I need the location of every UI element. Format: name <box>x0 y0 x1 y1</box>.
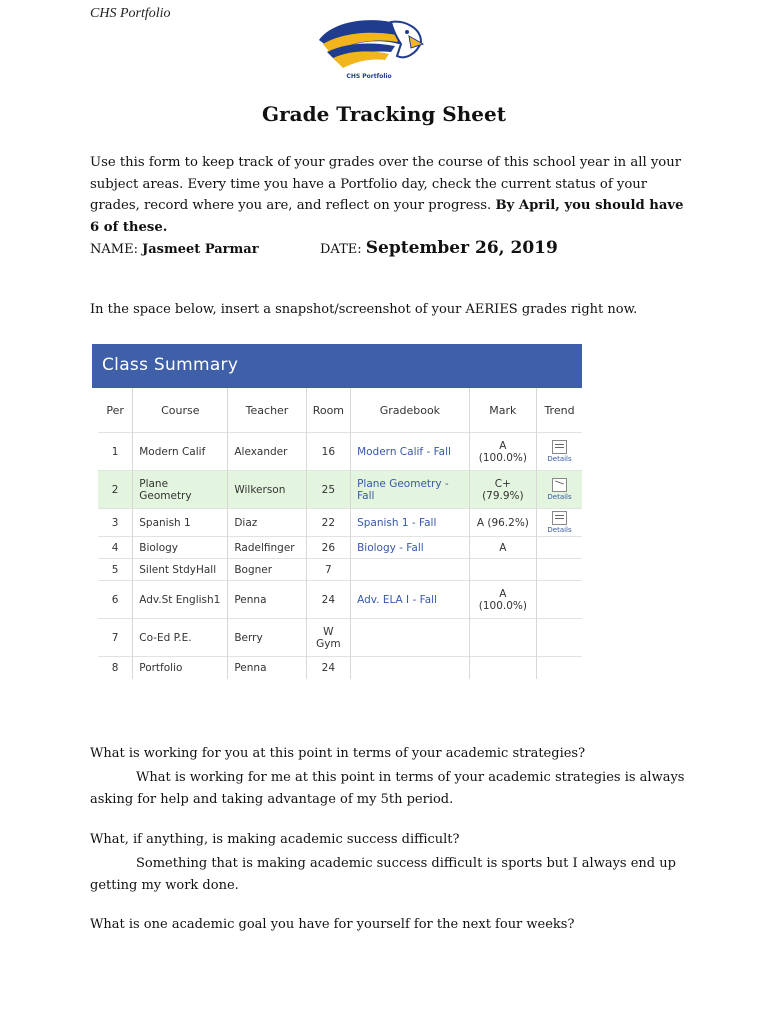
svg-text:CHS Portfolio: CHS Portfolio <box>346 73 392 80</box>
cell-per: 6 <box>98 581 133 619</box>
col-mark: Mark <box>469 388 536 433</box>
answer-1: What is working for me at this point in terms of your academic strategies is always asking for help and taking advantage of my 5th period. <box>90 770 685 807</box>
table-row <box>98 433 582 471</box>
question-3: What is one academic goal you have for yourself for the next four weeks? <box>90 917 575 932</box>
date-value: September 26, 2019 <box>365 238 558 258</box>
col-gradebook: Gradebook <box>351 388 470 433</box>
cell-teacher: Penna <box>228 657 306 679</box>
mark-letter: C+ <box>494 477 511 490</box>
cell-gradebook <box>351 537 470 559</box>
cell-trend <box>537 537 582 559</box>
cell-gradebook <box>351 619 470 657</box>
col-trend: Trend <box>544 403 575 417</box>
gradebook-link[interactable]: Spanish 1 - Fall <box>357 516 437 529</box>
cell-room: 22 <box>306 509 350 537</box>
trend-details-button[interactable] <box>547 511 571 534</box>
gradebook-link[interactable]: Adv. ELA I - Fall <box>357 593 437 606</box>
cell-teacher: Alexander <box>228 433 306 471</box>
cell-trend <box>537 581 582 619</box>
mark-percent: (100.0%) <box>478 599 527 612</box>
cell-course: Modern Calif <box>133 433 228 471</box>
answer-2: Something that is making academic success difficult is sports but I always end up getting my work done. <box>90 856 676 893</box>
col-per: Per <box>98 388 133 433</box>
cell-course: Biology <box>133 537 228 559</box>
cell-teacher: Berry <box>228 619 306 657</box>
class-summary-title: Class Summary <box>92 344 582 388</box>
cell-trend <box>537 433 582 471</box>
cell-room: W Gym <box>306 619 350 657</box>
table-row <box>98 619 582 657</box>
cell-per: 5 <box>98 559 133 581</box>
cell-per: 3 <box>98 509 133 537</box>
trend-chart-icon <box>552 440 567 454</box>
cell-course: Adv.St English1 <box>133 581 228 619</box>
grades-table <box>98 388 582 679</box>
cell-room: 25 <box>306 471 350 509</box>
mark-letter: A <box>499 587 507 600</box>
table-row <box>98 559 582 581</box>
intro-bold: By April, you should have 6 of these. <box>90 198 684 235</box>
gradebook-link[interactable]: Plane Geometry - Fall <box>357 477 449 502</box>
cell-room: 26 <box>306 537 350 559</box>
cell-mark <box>469 433 536 471</box>
col-course: Course <box>133 388 228 433</box>
cell-mark <box>469 619 536 657</box>
cell-trend <box>537 657 582 679</box>
cell-mark <box>469 509 536 537</box>
cell-gradebook <box>351 433 470 471</box>
cell-course: Plane Geometry <box>133 471 228 509</box>
eagle-logo <box>313 14 425 84</box>
mark-letter: A (96.2%) <box>476 516 529 529</box>
cell-teacher: Penna <box>228 581 306 619</box>
grades-header-row <box>98 388 582 433</box>
cell-gradebook <box>351 581 470 619</box>
date-row <box>320 238 558 258</box>
table-row <box>98 471 582 509</box>
col-room: Room <box>306 388 350 433</box>
trend-label: Details <box>547 493 572 501</box>
cell-trend <box>537 509 582 537</box>
name-label: NAME: <box>90 242 138 257</box>
cell-course: Co-Ed P.E. <box>133 619 228 657</box>
table-row <box>98 581 582 619</box>
cell-gradebook <box>351 509 470 537</box>
mark-percent: (100.0%) <box>478 451 527 464</box>
cell-mark <box>469 471 536 509</box>
cell-room: 24 <box>306 581 350 619</box>
cell-course: Portfolio <box>133 657 228 679</box>
intro-paragraph <box>90 152 690 238</box>
trend-details-button[interactable] <box>547 440 571 463</box>
col-teacher: Teacher <box>228 388 306 433</box>
intro-text: Use this form to keep track of your grades over the course of this school year in all your subject areas. Every time you have a Portfolio day, check the current status of your grades, record where you are, and reflect on your progress. <box>90 155 682 213</box>
cell-teacher: Radelfinger <box>228 537 306 559</box>
class-summary-panel <box>92 344 582 679</box>
name-value: Jasmeet Parmar <box>142 242 259 257</box>
mark-percent: (79.9%) <box>482 489 524 502</box>
cell-trend <box>537 471 582 509</box>
cell-teacher: Diaz <box>228 509 306 537</box>
trend-chart-icon <box>552 511 567 525</box>
cell-per: 1 <box>98 433 133 471</box>
cell-mark <box>469 559 536 581</box>
table-row <box>98 537 582 559</box>
cell-room: 16 <box>306 433 350 471</box>
gradebook-link[interactable]: Modern Calif - Fall <box>357 445 451 458</box>
mark-letter: A <box>499 439 507 452</box>
cell-teacher: Wilkerson <box>228 471 306 509</box>
cell-gradebook <box>351 657 470 679</box>
cell-per: 7 <box>98 619 133 657</box>
cell-trend <box>537 559 582 581</box>
cell-room: 7 <box>306 559 350 581</box>
question-1: What is working for you at this point in terms of your academic strategies? <box>90 746 586 761</box>
cell-gradebook <box>351 471 470 509</box>
gradebook-link[interactable]: Biology - Fall <box>357 541 424 554</box>
cell-room: 24 <box>306 657 350 679</box>
screenshot-instruction: In the space below, insert a snapshot/screenshot of your AERIES grades right now. <box>90 302 638 317</box>
cell-mark <box>469 581 536 619</box>
cell-mark: A <box>469 537 536 559</box>
table-row <box>98 509 582 537</box>
trend-label: Details <box>547 455 572 463</box>
name-row <box>90 242 259 257</box>
cell-teacher: Bogner <box>228 559 306 581</box>
trend-chart-icon <box>552 478 567 492</box>
cell-course: Spanish 1 <box>133 509 228 537</box>
question-2: What, if anything, is making academic success difficult? <box>90 832 460 847</box>
cell-gradebook <box>351 559 470 581</box>
cell-per: 4 <box>98 537 133 559</box>
cell-mark <box>469 657 536 679</box>
cell-per: 8 <box>98 657 133 679</box>
cell-course: Silent StdyHall <box>133 559 228 581</box>
cell-trend <box>537 619 582 657</box>
trend-details-button[interactable] <box>547 478 571 501</box>
trend-label: Details <box>547 526 572 534</box>
header-label: CHS Portfolio <box>90 6 171 21</box>
table-row <box>98 657 582 679</box>
cell-per: 2 <box>98 471 133 509</box>
page-title: Grade Tracking Sheet <box>262 102 506 126</box>
date-label: DATE: <box>320 242 362 257</box>
